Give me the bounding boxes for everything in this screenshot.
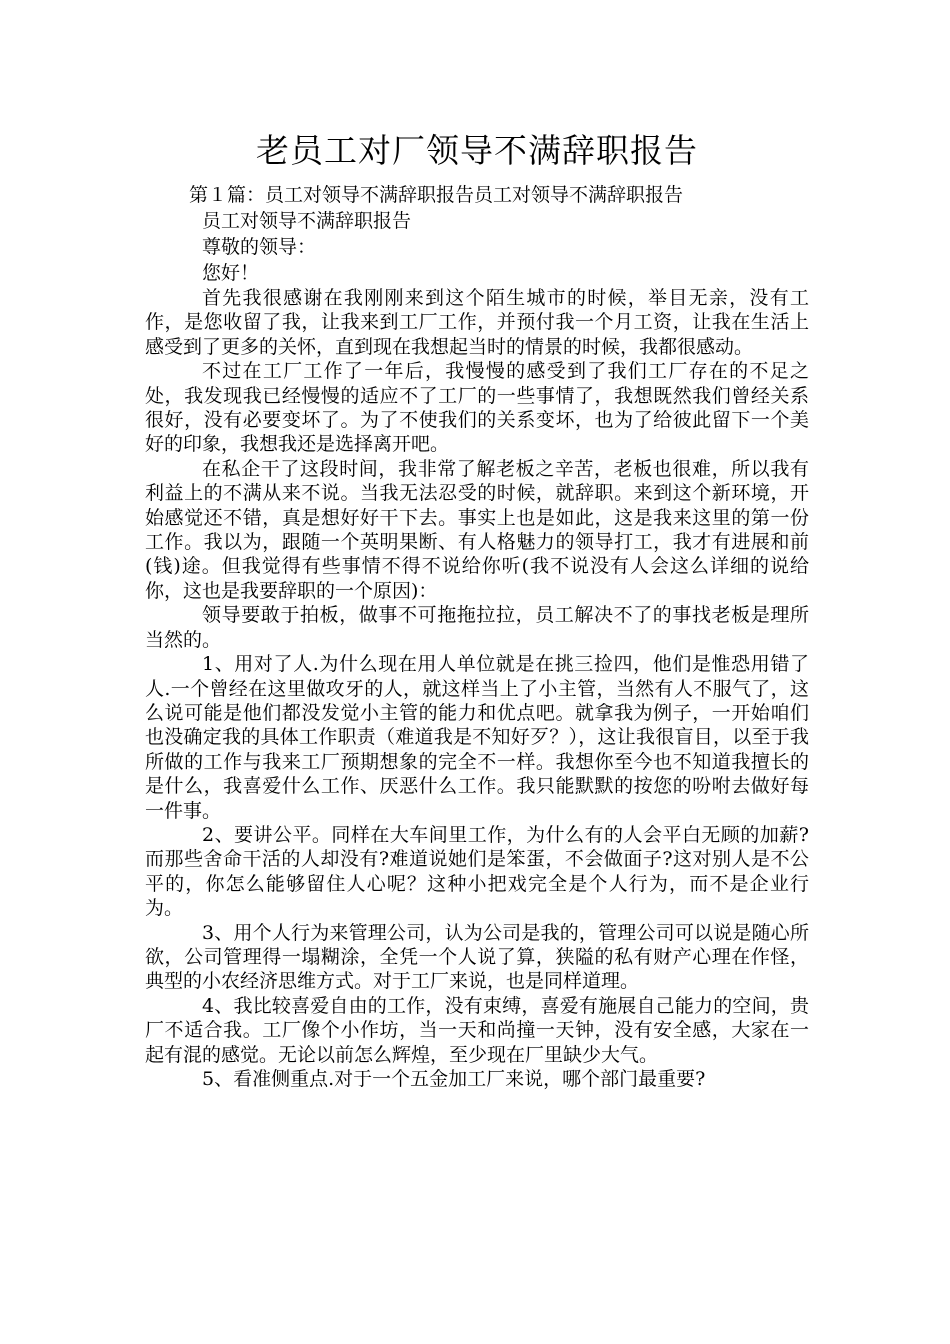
body-paragraph-point-4: 4、我比较喜爱自由的工作，没有束缚，喜爱有施展自己能力的空间，贵厂不适合我。工厂像个小作坊，当一天和尚撞一天钟，没有安全感，大家在一起有混的感觉。无论以前怎么辉煌，至少现在厂里缺少大气。 xyxy=(145,994,809,1066)
body-paragraph-2: 不过在工厂工作了一年后，我慢慢的感受到了我们工厂存在的不足之处，我发现我已经慢慢的适应不了工厂的一些事情了，我想既然我们曾经关系很好，没有必要变坏了。为了不使我们的关系变坏，也为了给彼此留下一个美好的印象，我想我还是选择离开吧。 xyxy=(145,360,809,456)
letter-salutation: 尊敬的领导： xyxy=(202,236,317,258)
body-paragraph-point-1: 1、用对了人.为什么现在用人单位就是在挑三捡四，他们是惟恐用错了人.一个曾经在这里做攻牙的人，就这样当上了小主管，当然有人不服气了，这么说可能是他们都没发觉小主管的能力和优点吧。就拿我为例子，一开始咱们也没确定我的具体工作职责（难道我是不知好歹？），这让我很盲目，以至于我所做的工作与我来工厂预期想象的完全不一样。我想你至今也不知道我擅长的是什么，我喜爱什么工作、厌恶什么工作。我只能默默的按您的吩咐去做好每一件事。 xyxy=(145,653,809,822)
document-title: 老员工对厂领导不满辞职报告 xyxy=(256,131,698,170)
body-paragraph-point-2: 2、要讲公平。同样在大车间里工作，为什么有的人会平白无顾的加薪?而那些舍命干活的人却没有?难道说她们是笨蛋，不会做面子?这对别人是不公平的，你怎么能够留住人心呢？这种小把戏完全是个人行为，而不是企业行为。 xyxy=(145,823,809,920)
letter-greeting: 您好！ xyxy=(202,262,260,284)
document-page xyxy=(145,128,809,1091)
body-paragraph-point-3: 3、用个人行为来管理公司，认为公司是我的，管理公司可以说是随心所欲，公司管理得一塌糊涂，全凭一个人说了算，狭隘的私有财产心理在作怪，典型的小农经济思维方式。对于工厂来说，也是同样道理。 xyxy=(145,921,809,993)
body-paragraph-point-5: 5、看准侧重点.对于一个五金加工厂来说，哪个部门最重要? xyxy=(202,1068,706,1090)
body-paragraph-1: 首先我很感谢在我刚刚来到这个陌生城市的时候，举目无亲，没有工作，是您收留了我，让我来到工厂工作，并预付我一个月工资，让我在生活上感受到了更多的关怀，直到现在我想起当时的情景的时候，我都很感动。 xyxy=(145,287,809,358)
document-subtitle: 第１篇：员工对领导不满辞职报告员工对领导不满辞职报告 xyxy=(189,184,684,206)
body-paragraph-3: 在私企干了这段时间，我非常了解老板之辛苦，老板也很难，所以我有利益上的不满从来不说。当我无法忍受的时候，就辞职。来到这个新环境，开始感觉还不错，真是想好好干下去。事实上也是如此，这是我来这里的第一份工作。我以为，跟随一个英明果断、有人格魅力的领导打工，我才有进展和前(钱)途。但我觉得有些事情不得不说给你听(我不说没有人会这么详细的说给你，这也是我要辞职的一个原因)： xyxy=(145,457,809,602)
letter-heading: 员工对领导不满辞职报告 xyxy=(202,210,412,232)
body-paragraph-4: 领导要敢于拍板，做事不可拖拖拉拉，员工解决不了的事找老板是理所当然的。 xyxy=(145,604,809,651)
